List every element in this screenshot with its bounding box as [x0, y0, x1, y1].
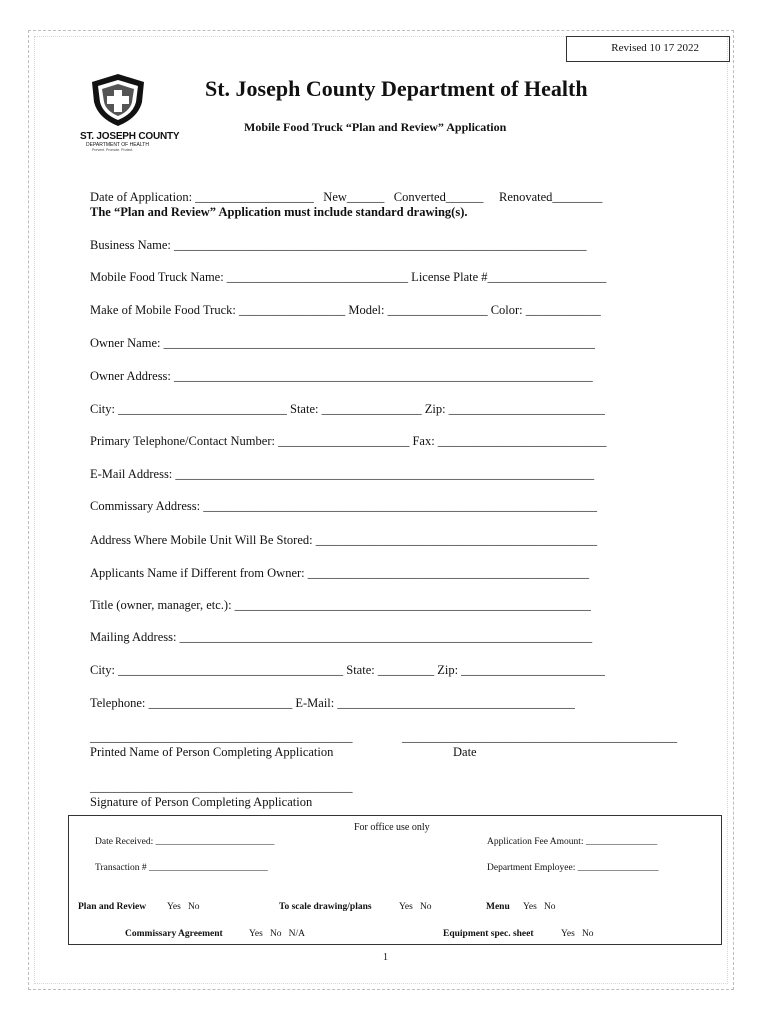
- drawing-requirement-note: The “Plan and Review” Application must include standard drawing(s).: [90, 205, 468, 219]
- menu-options[interactable]: Yes No: [523, 902, 556, 912]
- plan-review-label: Plan and Review: [78, 902, 147, 912]
- logo-department: DEPARTMENT OF HEALTH: [86, 142, 149, 148]
- scale-drawing-label: To scale drawing/plans: [279, 902, 372, 912]
- applicant-name-field[interactable]: Applicants Name if Different from Owner: _____________________________________________: [90, 566, 590, 580]
- printed-name-label: Printed Name of Person Completing Application: [90, 745, 334, 759]
- truck-name-license-field[interactable]: Mobile Food Truck Name: _____________________________ License Plate #___________________: [90, 270, 607, 284]
- title-field[interactable]: Title (owner, manager, etc.): _________________________________________________________: [90, 598, 591, 612]
- logo-county-name: ST. JOSEPH COUNTY: [80, 131, 180, 142]
- department-employee-field[interactable]: Department Employee: _________________: [487, 863, 659, 873]
- document-title: St. Joseph County Department of Health: [205, 76, 588, 101]
- make-model-color-field[interactable]: Make of Mobile Food Truck: _________________ Model: ________________ Color: ____________: [90, 303, 601, 317]
- equipment-spec-options[interactable]: Yes No: [561, 929, 594, 939]
- date-rule[interactable]: ____________________________________________: [402, 730, 677, 744]
- date-label: Date: [453, 745, 477, 759]
- county-logo: [80, 72, 180, 152]
- date-of-application-field[interactable]: Date of Application: ___________________ New______ Converted______ Renovated________: [90, 190, 603, 204]
- email-address-field[interactable]: E-Mail Address: ___________________________________________________________________: [90, 467, 595, 481]
- telephone-email-field[interactable]: Telephone: _______________________ E-Mail: ______________________________________: [90, 696, 575, 710]
- plan-review-options[interactable]: Yes No: [167, 902, 200, 912]
- commissary-agreement-options[interactable]: Yes No N/A: [249, 929, 306, 939]
- revised-date-box: Revised 10 17 2022: [566, 36, 730, 62]
- menu-label: Menu: [486, 902, 510, 912]
- printed-name-rule[interactable]: __________________________________________: [90, 730, 353, 744]
- signature-label: Signature of Person Completing Application: [90, 795, 313, 809]
- date-received-field[interactable]: Date Received: _________________________: [95, 837, 275, 847]
- logo-tagline: Prevent. Promote. Protect.: [92, 148, 134, 152]
- equipment-spec-label: Equipment spec. sheet: [443, 929, 534, 939]
- office-use-box: [68, 815, 722, 945]
- document-subtitle: Mobile Food Truck “Plan and Review” Application: [244, 120, 507, 134]
- shield-cross-icon: [86, 72, 150, 128]
- commissary-agreement-label: Commissary Agreement: [125, 929, 223, 939]
- page-number: 1: [383, 952, 388, 963]
- transaction-number-field[interactable]: Transaction # _________________________: [95, 863, 268, 873]
- scale-drawing-options[interactable]: Yes No: [399, 902, 432, 912]
- mailing-city-state-zip-field[interactable]: City: ____________________________________ State: _________ Zip: _______________________: [90, 663, 605, 677]
- telephone-fax-field[interactable]: Primary Telephone/Contact Number: _____________________ Fax: ___________________________: [90, 434, 607, 448]
- commissary-address-field[interactable]: Commissary Address: _______________________________________________________________: [90, 499, 597, 513]
- signature-rule[interactable]: __________________________________________: [90, 780, 353, 794]
- owner-name-field[interactable]: Owner Name: _____________________________________________________________________: [90, 336, 595, 350]
- mailing-address-field[interactable]: Mailing Address: __________________________________________________________________: [90, 630, 593, 644]
- owner-address-field[interactable]: Owner Address: ___________________________________________________________________: [90, 369, 593, 383]
- city-state-zip-field[interactable]: City: ___________________________ State: ________________ Zip: _________________________: [90, 402, 605, 416]
- storage-address-field[interactable]: Address Where Mobile Unit Will Be Stored: _____________________________________________: [90, 533, 597, 547]
- application-fee-field[interactable]: Application Fee Amount: _______________: [487, 837, 658, 847]
- business-name-field[interactable]: Business Name: __________________________________________________________________: [90, 238, 587, 252]
- office-use-heading: For office use only: [354, 822, 430, 833]
